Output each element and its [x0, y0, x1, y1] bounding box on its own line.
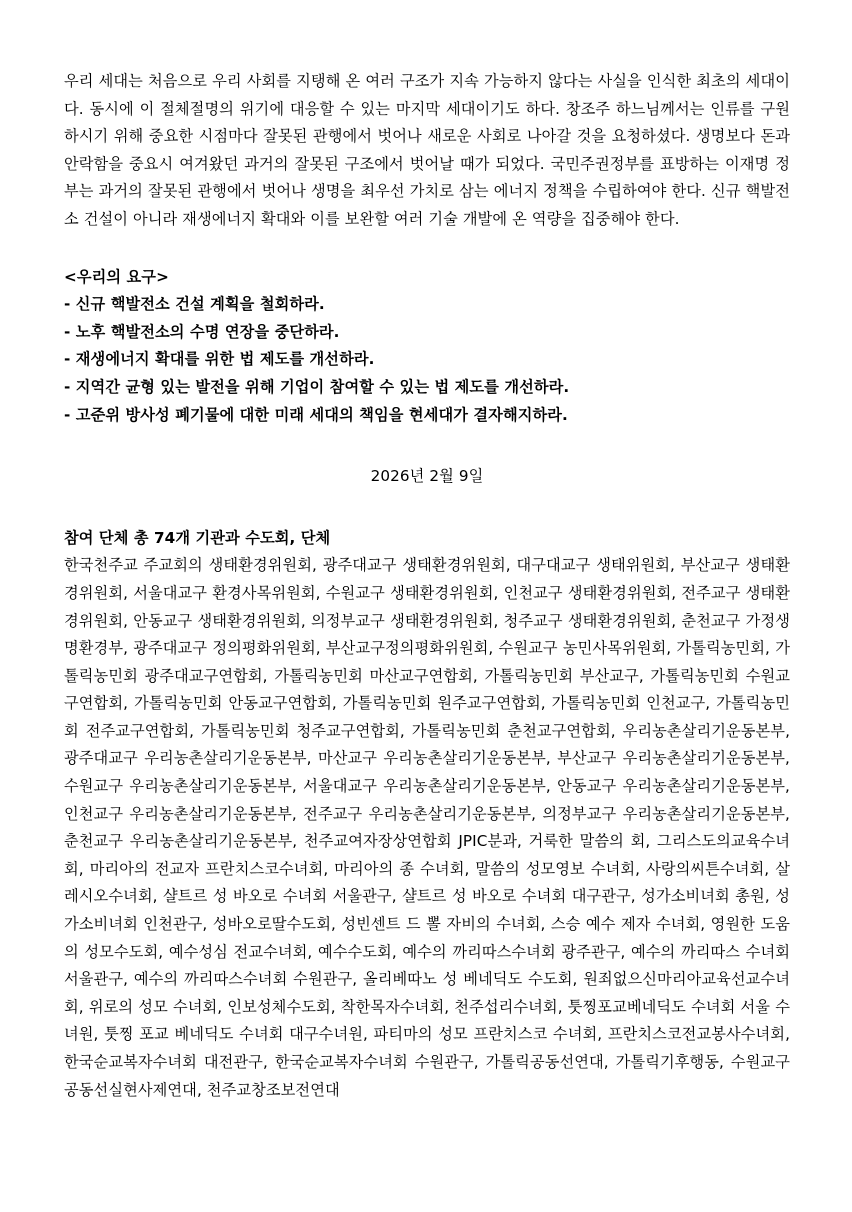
statement-body-paragraph: 우리 세대는 처음으로 우리 사회를 지탱해 온 여러 구조가 지속 가능하지 않다는 사실을 인식한 최초의 세대이다. 동시에 이 절체절명의 위기에 대응할 수 있는 마지막 세대이기도 하다. 창조주 하느님께서는 인류를 구원하시기 위해 중요한 시점마다 잘못된 관행에서 벗어나 새로운 사회로 나아갈 것을 요청하셨다. 생명보다 돈과 안락함을 중요시 여겨왔던 과거의 잘못된 구조에서 벗어날 때가 되었다. 국민주권정부를 표방하는 이재명 정부는 과거의 잘못된 관행에서 벗어나 생명을 최우선 가치로 삼는 에너지 정책을 수립하여야 한다. 신규 핵발전소 건설이 아니라 재생에너지 확대와 이를 보완할 여러 기술 개발에 온 역량을 집중해야 한다. [64, 72, 790, 228]
demand-item: - 재생에너지 확대를 위한 법 제도를 개선하라. [64, 350, 375, 369]
participants-heading: 참여 단체 총 74개 기관과 수도회, 단체 [64, 528, 331, 547]
demands-list [64, 291, 790, 429]
spacer-before-participants [64, 491, 790, 525]
statement-date: 2026년 2월 9일 [370, 467, 484, 486]
demand-item: - 지역간 균형 있는 발전을 위해 기업이 참여할 수 있는 법 제도를 개선하라. [64, 377, 570, 396]
spacer-before-date [64, 429, 790, 463]
demands-heading: <우리의 요구> [64, 267, 169, 286]
demand-item: - 노후 핵발전소의 수명 연장을 중단하라. [64, 322, 340, 341]
spacer-after-paragraph [64, 234, 790, 264]
demand-item: - 신규 핵발전소 건설 계획을 철회하라. [64, 295, 325, 314]
demand-item: - 고준위 방사성 폐기물에 대한 미래 세대의 책임을 현세대가 결자해지하라. [64, 405, 568, 424]
participants-list: 한국천주교 주교회의 생태환경위원회, 광주대교구 생태환경위원회, 대구대교구 생태위원회, 부산교구 생태환경위원회, 서울대교구 환경사목위원회, 수원교구 생태환경위원회, 인천교구 생태환경위원회, 전주교구 생태환경위원회, 안동교구 생태환경위원회, 의정부교구 생태환경위원회, 청주교구 생태환경위원회, 춘천교구 가정생명환경부, 광주대교구 정의평화위원회, 부산교구정의평화위원회, 수원교구 농민사목위원회, 가톨릭농민회, 가톨릭농민회 광주대교구연합회, 가톨릭농민회 마산교구연합회, 가톨릭농민회 부산교구, 가톨릭농민회 수원교구연합회, 가톨릭농민회 안동교구연합회, 가톨릭농민회 원주교구연합회, 가톨릭농민회 인천교구, 가톨릭농민회 전주교구연합회, 가톨릭농민회 청주교구연합회, 가톨릭농민회 춘천교구연합회, 우리농촌살리기운동본부, 광주대교구 우리농촌살리기운동본부, 마산교구 우리농촌살리기운동본부, 부산교구 우리농촌살리기운동본부, 수원교구 우리농촌살리기운동본부, 서울대교구 우리농촌살리기운동본부, 안동교구 우리농촌살리기운동본부, 인천교구 우리농촌살리기운동본부, 전주교구 우리농촌살리기운동본부, 의정부교구 우리농촌살리기운동본부, 춘천교구 우리농촌살리기운동본부, 천주교여자장상연합회 JPIC분과, 거룩한 말씀의 회, 그리스도의교육수녀회, 마리아의 전교자 프란치스코수녀회, 마리아의 종 수녀회, 말씀의 성모영보 수녀회, 사랑의씨튼수녀회, 살레시오수녀회, 샬트르 성 바오로 수녀회 서울관구, 샬트르 성 바오로 수녀회 대구관구, 성가소비녀회 총원, 성가소비녀회 인천관구, 성바오로딸수도회, 성빈센트 드 뽈 자비의 수녀회, 스승 예수 제자 수녀회, 영원한 도움의 성모수도회, 예수성심 전교수녀회, 예수수도회, 예수의 까리따스수녀회 광주관구, 예수의 까리따스 수녀회 서울관구, 예수의 까리따스수녀회 수원관구, 올리베따노 성 베네딕도 수도회, 원죄없으신마리아교육선교수녀회, 위로의 성모 수녀회, 인보성체수도회, 착한목자수녀회, 천주섭리수녀회, 툿찡포교베네딕도 수녀회 서울 수녀원, 툿찡 포교 베네딕도 수녀회 대구수녀원, 파티마의 성모 프란치스코 수녀회, 프란치스코전교봉사수녀회, 한국순교복자수녀회 대전관구, 한국순교복자수녀회 수원관구, 가톨릭공동선연대, 가톨릭기후행동, 수원교구 공동선실현사제연대, 천주교창조보전연대 [64, 556, 790, 1099]
